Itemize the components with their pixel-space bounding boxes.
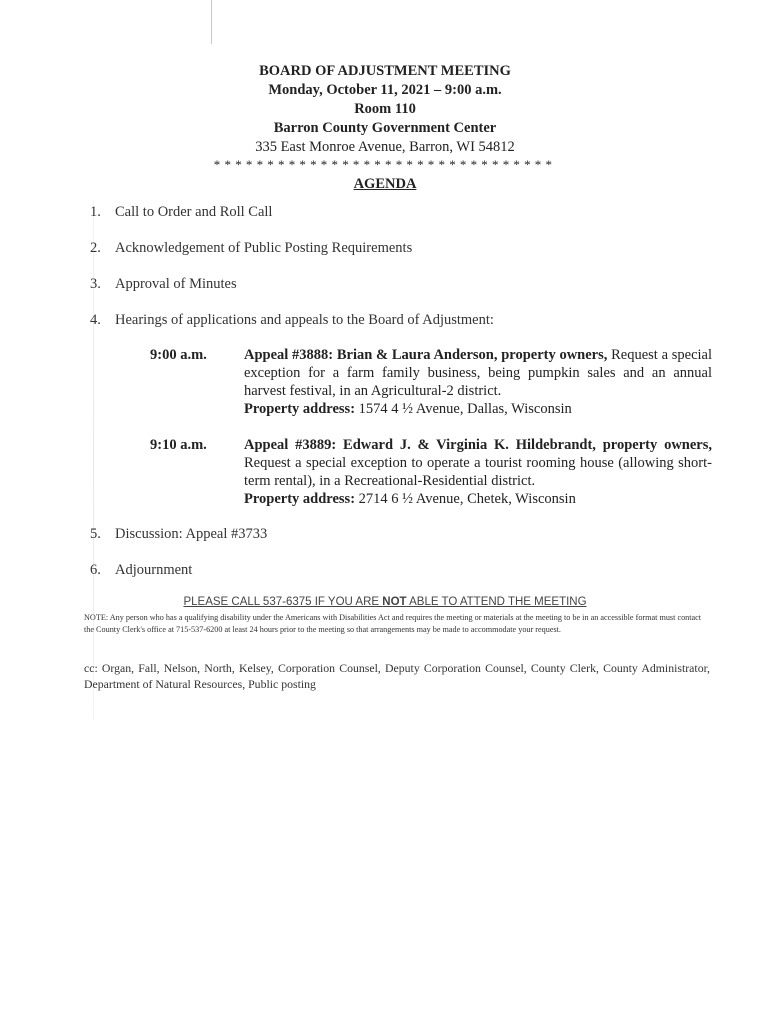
agenda-item [90,275,237,294]
appeal-title: Appeal #3888: Brian & Laura Anderson, property owners, [244,347,608,363]
property-address-label: Property address: [244,491,356,507]
agenda-item-text: Hearings of applications and appeals to the Board of Adjustment: [115,312,494,328]
hearing-entry [150,346,712,418]
appeal-title: Appeal #3889: Edward J. & Virginia K. Hildebrandt, property owners, [244,437,712,453]
property-address: 1574 4 ½ Avenue, Dallas, Wisconsin [358,401,572,417]
hearing-body [244,346,712,418]
meeting-location: Barron County Government Center [273,120,497,136]
agenda-item [90,311,494,330]
attendance-notice [0,596,770,608]
attendance-notice-end: ABLE TO ATTEND THE MEETING [406,596,587,608]
star-divider: ******************************** [213,157,557,172]
agenda-item-text: Discussion: Appeal #3733 [115,526,268,542]
agenda-item-number: 6. [90,562,101,578]
hearing-time: 9:00 a.m. [150,347,207,363]
property-address-label: Property address: [244,401,356,417]
meeting-title: BOARD OF ADJUSTMENT MEETING [259,63,511,79]
agenda-item [90,561,192,580]
meeting-datetime: Monday, October 11, 2021 – 9:00 a.m. [268,82,502,98]
property-address: 2714 6 ½ Avenue, Chetek, Wisconsin [358,491,576,507]
agenda-item-number: 1. [90,204,101,220]
agenda-item [90,203,272,222]
agenda-item [90,239,412,258]
cc-list: cc: Organ, Fall, Nelson, North, Kelsey, Corporation Counsel, Deputy Corporation Counsel, County Clerk, County Administrator, Department of Natural Resources, Public posting [84,661,710,691]
agenda-item-text: Call to Order and Roll Call [115,204,273,220]
agenda-item-number: 5. [90,526,101,542]
agenda-item-text: Approval of Minutes [115,276,237,292]
agenda-item-number: 4. [90,312,101,328]
appeal-description: Request a special exception for a farm family business, being pumpkin sales and an annual harvest festival, in an Agricultural-2 district. [244,347,712,399]
hearing-body [244,436,712,508]
agenda-item-text: Adjournment [115,562,193,578]
meeting-address: 335 East Monroe Avenue, Barron, WI 54812 [255,139,515,155]
hearing-entry [150,436,712,508]
meeting-header [0,62,770,194]
hearing-time: 9:10 a.m. [150,437,207,453]
appeal-description: Request a special exception to operate a tourist rooming house (allowing short-term rental), in a Recreational-Residential district. [244,455,712,489]
agenda-item-text: Acknowledgement of Public Posting Requirements [115,240,413,256]
scan-artifact-line [211,0,212,44]
agenda-item [90,525,267,544]
agenda-item-number: 3. [90,276,101,292]
attendance-notice-start: PLEASE CALL 537-6375 IF YOU ARE [183,596,383,608]
accessibility-note: NOTE: Any person who has a qualifying disability under the Americans with Disabilities Act and requires the meeting or materials at the meeting to be in an accessible format must contact the County Clerk's office at 715-537-6200 at least 24 hours prior to the meeting so that arrangements may be made to accommodate your request. [84,613,702,634]
agenda-item-number: 2. [90,240,101,256]
meeting-room: Room 110 [354,101,416,117]
agenda-heading: AGENDA [353,176,417,192]
attendance-notice-emphasis: NOT [382,596,407,608]
